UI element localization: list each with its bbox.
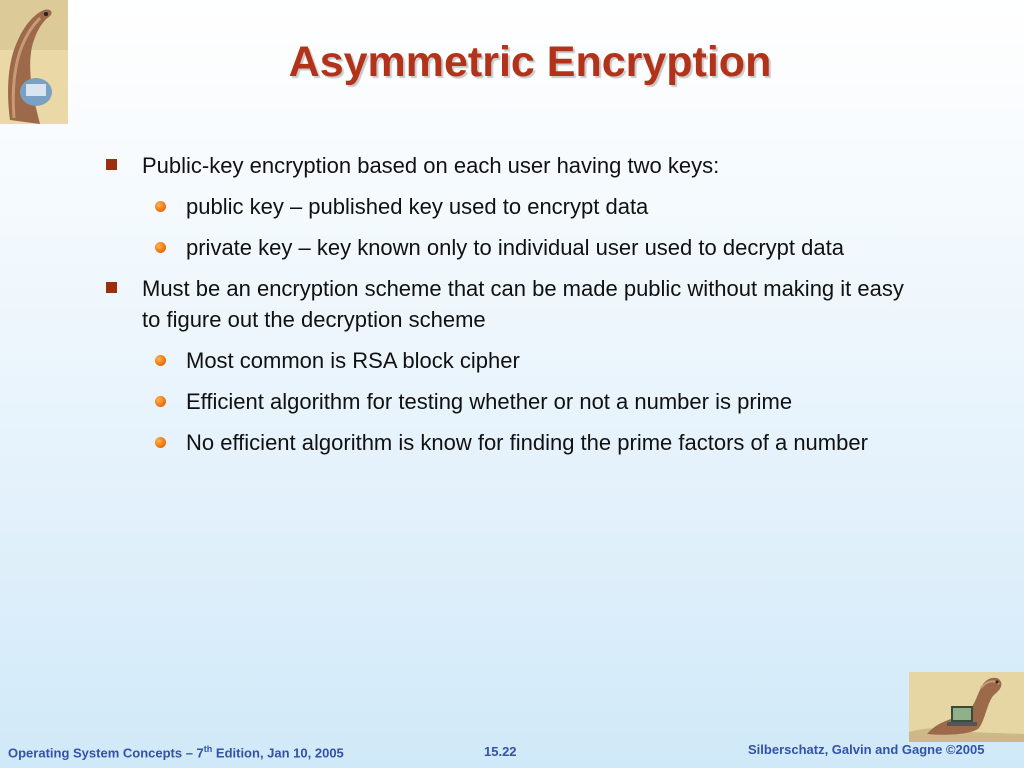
sub-bullet-item xyxy=(104,232,904,263)
sub-bullet-item xyxy=(104,386,904,417)
sub-bullet-text: No efficient algorithm is know for finding the prime factors of a number xyxy=(186,430,868,455)
round-bullet-icon xyxy=(155,437,166,448)
footer-page-number: 15.22 xyxy=(484,744,517,759)
bullet-item xyxy=(104,150,904,181)
footer-authors: Silberschatz, Galvin and Gagne ©2005 xyxy=(748,742,985,757)
dinosaur-icon xyxy=(0,0,68,124)
slide-content xyxy=(104,150,904,468)
sub-bullet-text: private key – key known only to individual user used to decrypt data xyxy=(186,235,844,260)
dinosaur-illustration-bottom xyxy=(909,672,1024,742)
bullet-text: Public-key encryption based on each user having two keys: xyxy=(142,153,720,178)
sub-bullet-text: public key – published key used to encrypt data xyxy=(186,194,649,219)
dinosaur-laptop-icon xyxy=(909,672,1024,742)
bullet-item xyxy=(104,273,904,335)
square-bullet-icon xyxy=(106,282,117,293)
footer-book-title: Operating System Concepts – 7th Edition, Jan 10, 2005 xyxy=(8,744,344,761)
sub-bullet-item xyxy=(104,191,904,222)
round-bullet-icon xyxy=(155,355,166,366)
slide-title: Asymmetric Encryption xyxy=(288,38,772,86)
sub-bullet-item xyxy=(104,427,904,458)
dinosaur-illustration-top xyxy=(0,0,68,124)
sub-bullet-text: Efficient algorithm for testing whether or not a number is prime xyxy=(186,389,793,414)
sub-bullet-text: Most common is RSA block cipher xyxy=(186,348,520,373)
sub-bullet-item xyxy=(104,345,904,376)
square-bullet-icon xyxy=(106,159,117,170)
round-bullet-icon xyxy=(155,201,166,212)
round-bullet-icon xyxy=(155,396,166,407)
bullet-text: Must be an encryption scheme that can be made public without making it easy to figure out the decryption scheme xyxy=(142,276,904,332)
round-bullet-icon xyxy=(155,242,166,253)
